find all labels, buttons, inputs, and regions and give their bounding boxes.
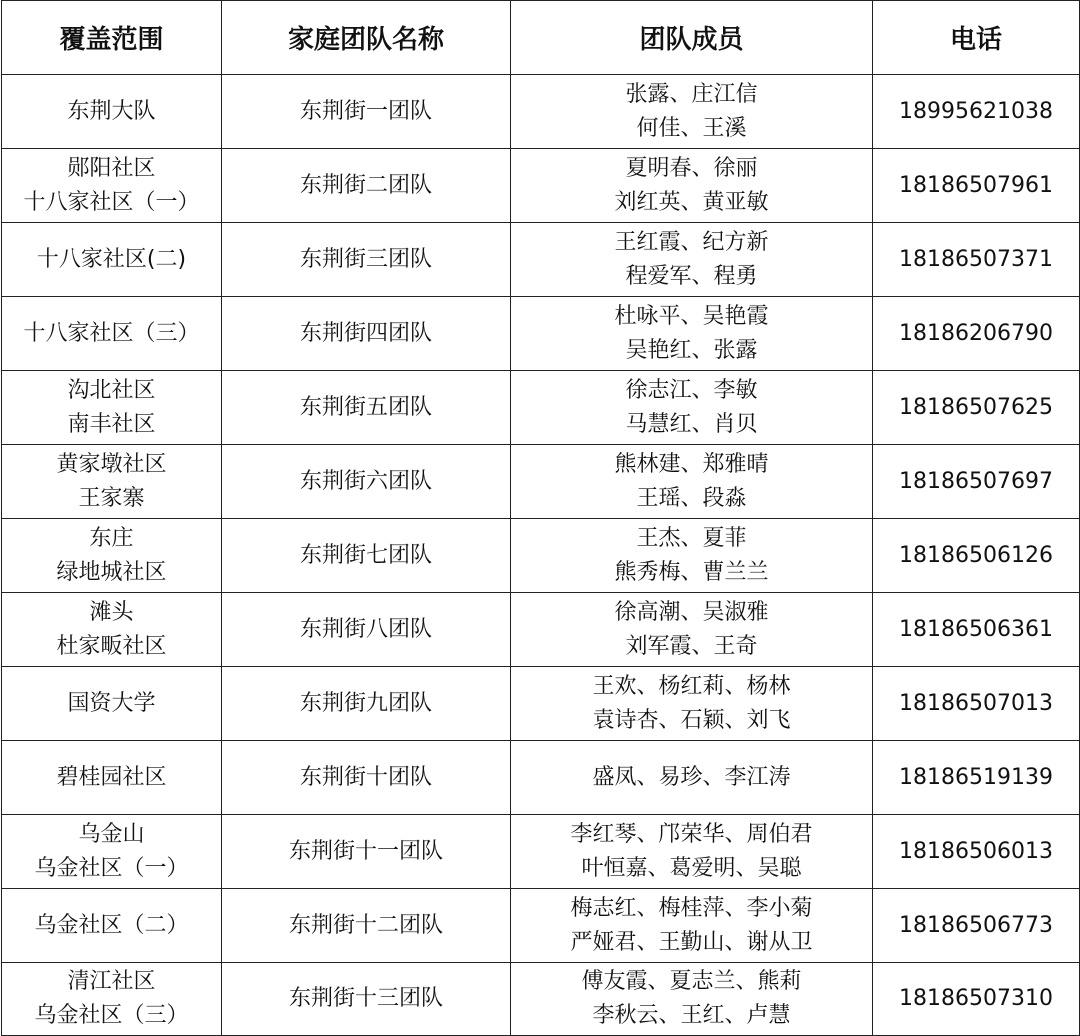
phone-cell: 18186206790 bbox=[873, 297, 1080, 371]
members-line: 吴艳红、张露 bbox=[625, 337, 758, 363]
members-line: 刘红英、黄亚敏 bbox=[614, 189, 769, 215]
table-row bbox=[2, 593, 1080, 667]
members-line: 程爱军、程勇 bbox=[625, 263, 758, 289]
header-phone: 电话 bbox=[873, 1, 1080, 75]
members-line: 梅志红、梅桂萍、李小菊 bbox=[570, 895, 813, 921]
members-cell bbox=[511, 667, 873, 741]
members-cell bbox=[511, 149, 873, 223]
members-line: 盛凤、易珍、李江涛 bbox=[592, 764, 791, 790]
coverage-line: 十八家社区（三） bbox=[23, 320, 200, 346]
coverage-cell bbox=[2, 223, 222, 297]
coverage-line: 东荆大队 bbox=[67, 98, 156, 124]
members-line: 夏明春、徐丽 bbox=[625, 155, 758, 181]
table-row bbox=[2, 815, 1080, 889]
members-line: 马慧红、肖贝 bbox=[625, 411, 758, 437]
team-roster-table bbox=[1, 0, 1080, 1036]
phone-cell: 18186506126 bbox=[873, 519, 1080, 593]
table-row bbox=[2, 667, 1080, 741]
table-row bbox=[2, 371, 1080, 445]
coverage-cell bbox=[2, 297, 222, 371]
table-row bbox=[2, 75, 1080, 149]
members-line: 刘军霞、王奇 bbox=[625, 633, 758, 659]
members-cell bbox=[511, 223, 873, 297]
coverage-line: 乌金社区（一） bbox=[34, 855, 189, 881]
team-name-cell: 东荆街三团队 bbox=[222, 223, 511, 297]
members-line: 王杰、夏菲 bbox=[636, 525, 747, 551]
members-cell bbox=[511, 297, 873, 371]
members-line: 徐志江、李敏 bbox=[625, 377, 758, 403]
phone-cell: 18186507625 bbox=[873, 371, 1080, 445]
coverage-line: 十八家社区(二) bbox=[36, 246, 187, 272]
members-cell bbox=[511, 371, 873, 445]
members-line: 李红琴、邝荣华、周伯君 bbox=[570, 821, 813, 847]
members-cell bbox=[511, 815, 873, 889]
members-line: 袁诗杏、石颖、刘飞 bbox=[592, 707, 791, 733]
team-name-cell: 东荆街五团队 bbox=[222, 371, 511, 445]
phone-cell: 18186507013 bbox=[873, 667, 1080, 741]
members-cell bbox=[511, 889, 873, 963]
coverage-line: 王家寨 bbox=[78, 485, 145, 511]
table-row bbox=[2, 963, 1080, 1036]
members-cell bbox=[511, 445, 873, 519]
team-name-cell: 东荆街七团队 bbox=[222, 519, 511, 593]
team-name-cell: 东荆街十一团队 bbox=[222, 815, 511, 889]
members-line: 严娅君、王勤山、谢从卫 bbox=[570, 929, 813, 955]
coverage-line: 国资大学 bbox=[67, 690, 156, 716]
table-row bbox=[2, 149, 1080, 223]
members-line: 杜咏平、吴艳霞 bbox=[614, 303, 769, 329]
team-name-cell: 东荆街一团队 bbox=[222, 75, 511, 149]
members-line: 叶恒嘉、葛爱明、吴聪 bbox=[581, 855, 802, 881]
coverage-line: 沟北社区 bbox=[67, 377, 156, 403]
members-cell bbox=[511, 75, 873, 149]
phone-cell: 18186507961 bbox=[873, 149, 1080, 223]
coverage-line: 乌金山 bbox=[78, 821, 145, 847]
members-line: 熊秀梅、曹兰兰 bbox=[614, 559, 769, 585]
team-name-cell: 东荆街四团队 bbox=[222, 297, 511, 371]
coverage-line: 东庄 bbox=[89, 525, 134, 551]
team-name-cell: 东荆街九团队 bbox=[222, 667, 511, 741]
phone-cell: 18995621038 bbox=[873, 75, 1080, 149]
phone-cell: 18186519139 bbox=[873, 741, 1080, 815]
header-row bbox=[2, 1, 1080, 75]
table-body bbox=[2, 75, 1080, 1036]
phone-cell: 18186506361 bbox=[873, 593, 1080, 667]
coverage-cell bbox=[2, 445, 222, 519]
members-line: 傅友霞、夏志兰、熊莉 bbox=[581, 969, 802, 994]
members-line: 熊林建、郑雅晴 bbox=[614, 451, 769, 477]
team-name-cell: 东荆街八团队 bbox=[222, 593, 511, 667]
members-cell bbox=[511, 593, 873, 667]
coverage-cell bbox=[2, 75, 222, 149]
coverage-cell bbox=[2, 149, 222, 223]
coverage-cell bbox=[2, 815, 222, 889]
members-line: 王瑶、段淼 bbox=[636, 485, 747, 511]
phone-cell: 18186506773 bbox=[873, 889, 1080, 963]
phone-cell: 18186506013 bbox=[873, 815, 1080, 889]
coverage-cell bbox=[2, 963, 222, 1036]
coverage-cell bbox=[2, 519, 222, 593]
members-line: 张露、庄江信 bbox=[625, 81, 758, 107]
table-row bbox=[2, 889, 1080, 963]
coverage-line: 杜家畈社区 bbox=[56, 633, 167, 659]
table-row bbox=[2, 297, 1080, 371]
coverage-cell bbox=[2, 667, 222, 741]
coverage-line: 绿地城社区 bbox=[56, 559, 167, 585]
members-line: 李秋云、王红、卢慧 bbox=[592, 1003, 791, 1028]
coverage-line: 黄家墩社区 bbox=[56, 451, 167, 477]
coverage-cell bbox=[2, 889, 222, 963]
coverage-line: 十八家社区（一） bbox=[23, 189, 200, 215]
members-line: 何佳、王溪 bbox=[636, 115, 747, 141]
coverage-line: 乌金社区（二） bbox=[34, 912, 189, 938]
members-line: 徐高潮、吴淑雅 bbox=[614, 599, 769, 625]
team-name-cell: 东荆街二团队 bbox=[222, 149, 511, 223]
team-name-cell: 东荆街六团队 bbox=[222, 445, 511, 519]
coverage-line: 郧阳社区 bbox=[67, 155, 156, 181]
coverage-cell bbox=[2, 741, 222, 815]
members-cell bbox=[511, 963, 873, 1036]
coverage-line: 乌金社区（三） bbox=[34, 1003, 189, 1028]
coverage-line: 滩头 bbox=[89, 599, 134, 625]
coverage-line: 清江社区 bbox=[67, 969, 156, 994]
team-name-cell: 东荆街十三团队 bbox=[222, 963, 511, 1036]
coverage-cell bbox=[2, 371, 222, 445]
team-name-cell: 东荆街十团队 bbox=[222, 741, 511, 815]
members-cell bbox=[511, 519, 873, 593]
coverage-line: 碧桂园社区 bbox=[56, 764, 167, 790]
coverage-line: 南丰社区 bbox=[67, 411, 156, 437]
table-row bbox=[2, 445, 1080, 519]
phone-cell: 18186507697 bbox=[873, 445, 1080, 519]
header-coverage: 覆盖范围 bbox=[2, 1, 222, 75]
members-line: 王红霞、纪方新 bbox=[614, 229, 769, 255]
team-name-cell: 东荆街十二团队 bbox=[222, 889, 511, 963]
header-team-name: 家庭团队名称 bbox=[222, 1, 511, 75]
coverage-cell bbox=[2, 593, 222, 667]
header-team-members: 团队成员 bbox=[511, 1, 873, 75]
phone-cell: 18186507371 bbox=[873, 223, 1080, 297]
table-row bbox=[2, 519, 1080, 593]
members-line: 王欢、杨红莉、杨林 bbox=[592, 673, 791, 699]
table-row bbox=[2, 223, 1080, 297]
phone-cell: 18186507310 bbox=[873, 963, 1080, 1036]
members-cell bbox=[511, 741, 873, 815]
table-row bbox=[2, 741, 1080, 815]
